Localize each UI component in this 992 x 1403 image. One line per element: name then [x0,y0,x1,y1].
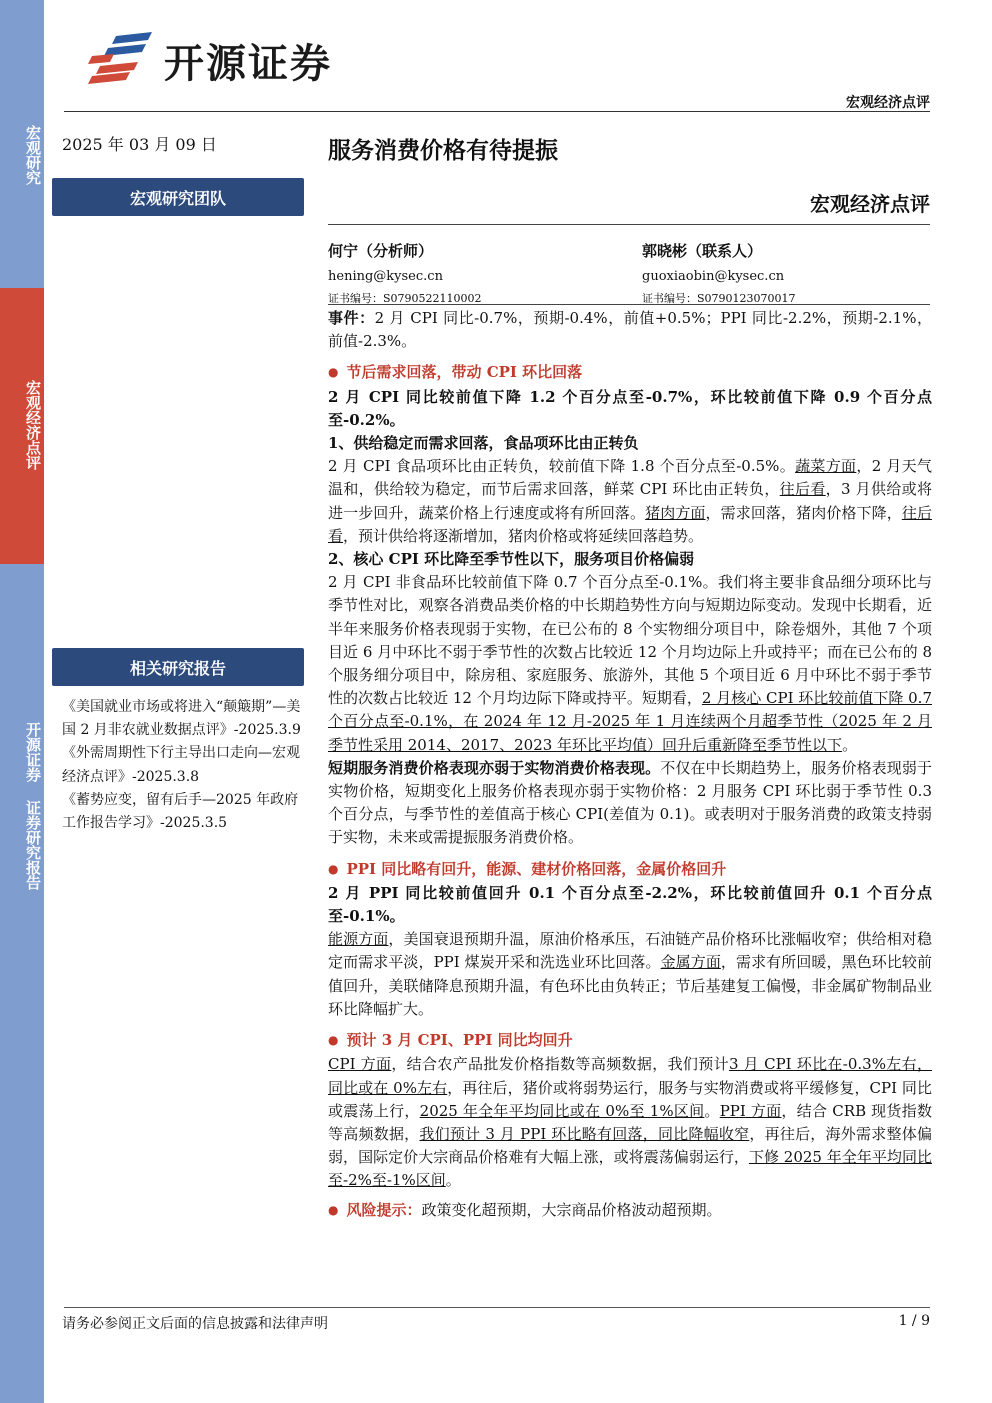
paragraph [328,455,932,548]
author-email[interactable]: guoxiaobin@kysec.cn [642,269,785,284]
related-badge: 相关研究报告 [52,648,304,686]
underlined-text: 下修 2025 年全年平均同比至-2%至-1%区间 [328,1148,932,1190]
text: ，2 月天气温和，供给较为稳定，而节后需求回落，鲜菜 CPI 环比由正转负， [328,457,932,499]
author-name: 郭晓彬（联系人） [642,242,763,260]
underlined-text: 猪肉方面 [645,503,706,522]
event-text: 2 月 CPI 同比-0.7%，预期-0.4%，前值+0.5%；PPI 同比-2.2%，预期-2.1%，前值-2.3%。 [328,309,932,351]
header-divider [64,111,930,112]
sidebar-bottom [0,564,44,1403]
text: 2 月 CPI 食品项环比由正转负，较前值下降 1.8 个百分点至-0.5%。 [328,457,796,476]
underlined-text: 往后看 [779,480,826,499]
logo-mark-icon [86,32,156,88]
paragraph [328,757,932,850]
text: 2 月 CPI 非食品环比较前值下降 0.7 个百分点至-0.1%。我们将主要非食品细分项环比与季节性对比，观察各消费品类价格的中长期趋势性方向与短期边际变动。发现中长期看，近半年来服务价格表现弱于实物，在已公布的 8 个实物细分项目中，除卷烟外，其他 7 个项目近 6 月中环比不弱于季节性的次数占比较近 12 个月均边际上升或持平；而在已公布的 8 个服务细分项目中，除房租、家庭服务、旅游外，其他 5 个项目近 6 月中环比不弱于季节性的次数占比较近 12 个月均边际下降或持平。短期看， [328,573,932,708]
related-item[interactable]: 《外需周期性下行主导出口走向—宏观经济点评》-2025.3.8 [62,745,300,785]
text: 。 [704,1101,720,1120]
author-cert: 证书编号：S0790123070017 [642,292,796,305]
paragraph [328,1053,932,1192]
risk-label: ● 风险提示： [328,1201,422,1219]
sidebar-label-top: 宏观研究 [24,125,42,185]
paragraph [328,928,932,1021]
underlined-text: 往后看 [328,503,932,545]
text: ，结合 CRB 现货指数等高频数据， [328,1101,932,1143]
text: ，需求回落，猪肉价格下降， [705,503,902,522]
author-card [328,240,482,306]
footer-divider [64,1307,930,1308]
underlined-text: PPI 方面 [719,1101,782,1120]
bold-text: 短期服务消费价格表现亦弱于实物消费价格表现。 [328,758,661,777]
sidebar-label-mid: 宏观经济点评 [24,380,42,470]
sidebar-label-bottom: 开源证券 证券研究报告 [24,722,42,890]
author-name: 何宁（分析师） [328,242,434,260]
text: 不仅在中长期趋势上，服务价格表现弱于实物价格，短期变化上服务价格表现亦弱于实物价格：2 月服务 CPI 环比弱于季节性 0.3 个百分点，与季节性的差值高于核心 CPI(差值为 0.1)。或表明对于服务消费的政策支持弱于实物，未来或需提振服务消费价格。 [328,758,932,847]
text: 。 [445,1171,461,1190]
text: ，美国衰退预期升温，原油价格承压，石油链产品价格环比涨幅收窄；供给相对稳定而需求平淡，PPI 煤炭开采和洗选业环比回落。 [328,930,932,972]
team-badge: 宏观研究团队 [52,178,304,216]
sub-heading: 1、供给稳定而需求回落，食品项环比由正转负 [328,434,639,453]
report-title: 服务消费价格有待提振 [328,137,558,164]
logo-text: 开源证券 [164,40,332,87]
text: ，再往后，猪价或将弱势运行，服务与实物消费或将平缓修复，CPI 同比或震荡上行， [328,1078,932,1120]
underlined-text: 我们预计 3 月 PPI 环比略有回落，同比降幅收窄 [419,1124,750,1143]
text: ，结合农产品批发价格指数等高频数据，我们预计 [391,1055,729,1074]
doc-type: 宏观经济点评 [810,192,930,216]
related-item[interactable]: 《蓄势应变，留有后手—2025 年政府工作报告学习》-2025.3.5 [62,791,299,832]
underlined-text: CPI 方面 [328,1055,392,1074]
text: ，再往后，海外需求整体偏弱，国际定价大宗商品价格难有大幅上涨，或将震荡偏弱运行， [328,1124,932,1167]
footer-disclaimer: 请务必参阅正文后面的信息披露和法律声明 [62,1316,328,1332]
author-email[interactable]: hening@kysec.cn [328,269,443,284]
section-heading: ● PPI 同比略有回升，能源、建材价格回落，金属价格回升 [328,858,932,882]
underlined-text: 金属方面 [660,953,721,972]
event-paragraph [328,307,932,353]
underlined-text: 能源方面 [328,930,389,949]
sub-heading: 2、核心 CPI 环比降至季节性以下，服务项目价格偏弱 [328,550,695,569]
header-category: 宏观经济点评 [846,95,930,111]
section-heading: ● 预计 3 月 CPI、PPI 同比均回升 [328,1029,932,1053]
risk-text: 政策变化超预期，大宗商品价格波动超预期。 [421,1200,722,1219]
title-divider [328,224,930,225]
lead-text: 2 月 PPI 同比较前值回升 0.1 个百分点至-2.2%，环比较前值回升 0.1 个百分点至-0.1%。 [328,883,932,926]
event-label: 事件： [328,309,375,327]
author-cert: 证书编号：S0790522110002 [328,292,482,305]
related-item[interactable]: 《美国就业市场或将进入“颠簸期”—美国 2 月非农就业数据点评》-2025.3.9 [62,699,301,739]
report-body [328,307,932,1223]
underlined-text: 2025 年全年平均同比或在 0%至 1%区间 [419,1101,705,1120]
lead-text: 2 月 CPI 同比较前值下降 1.2 个百分点至-0.7%，环比较前值下降 0.9 个百分点至-0.2%。 [328,387,932,429]
page-number: 1 / 9 [898,1313,930,1329]
risk-paragraph [328,1199,932,1223]
related-list [62,696,304,835]
text: ，3 月供给或将进一步回升，蔬菜价格上行速度或将有所回落。 [328,480,932,522]
text: 。 [842,735,858,754]
report-date: 2025 年 03 月 09 日 [62,135,217,154]
author-divider [328,304,930,305]
section-heading: ● 节后需求回落，带动 CPI 环比回落 [328,361,932,385]
text: ，需求有所回暖，黑色环比较前值回升，美联储降息预期升温，有色环比由负转正；节后基建复工偏慢，非金属矿物制品业环比降幅扩大。 [328,953,932,1018]
text: ，预计供给将逐渐增加，猪肉价格或将延续回落趋势。 [343,526,704,545]
underlined-text: 蔬菜方面 [795,457,857,476]
author-card [642,240,796,306]
underlined-text: 3 月 CPI 环比在-0.3%左右，同比或在 0%左右 [328,1055,932,1097]
paragraph [328,571,932,757]
underlined-text: 2 月核心 CPI 环比较前值下降 0.7 个百分点至-0.1%，在 2024 年 12 月-2025 年 1 月连续两个月超季节性（2025 年 2 月季节性采用 2014、2017、2023 年环比平均值）回升后重新降至季节性以下 [328,689,932,754]
company-logo [86,30,332,90]
